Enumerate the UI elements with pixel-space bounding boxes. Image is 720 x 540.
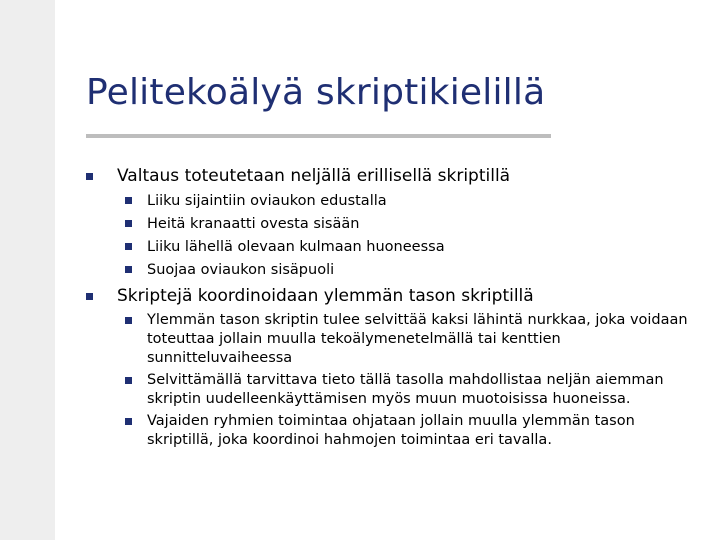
bullet-text: Valtaus toteutetaan neljällä erillisellä skriptillä xyxy=(117,166,511,186)
sub-bullet-text: Heitä kranaatti ovesta sisään xyxy=(147,216,360,232)
title-underline-rule xyxy=(86,134,551,138)
square-bullet-icon xyxy=(125,197,132,204)
square-bullet-icon xyxy=(125,317,132,324)
sub-bullet-text: Liiku lähellä olevaan kulmaan huoneessa xyxy=(147,239,445,255)
sub-bullet-text: Selvittämällä tarvittava tieto tällä tasolla mahdollistaa neljän aiemman skriptin uudelleenkäyttämisen myös muun muotoisissa huoneissa. xyxy=(147,372,664,407)
sub-bullet-item xyxy=(117,214,692,234)
sub-bullet-text: Ylemmän tason skriptin tulee selvittää kaksi lähintä nurkkaa, joka voidaan toteuttaa jollain muulla tekoälymenetelmällä tai kenttien sunnitteluvaiheessa xyxy=(147,312,688,366)
square-bullet-icon xyxy=(125,418,132,425)
square-bullet-icon xyxy=(86,173,93,180)
bullet-list xyxy=(86,164,696,454)
slide-title: Pelitekoälyä skriptikielillä xyxy=(86,72,546,113)
square-bullet-icon xyxy=(125,377,132,384)
bullet-item-1 xyxy=(86,164,696,188)
sub-bullet-text: Liiku sijaintiin oviaukon edustalla xyxy=(147,193,387,209)
square-bullet-icon xyxy=(86,293,93,300)
sub-bullet-item xyxy=(117,191,692,211)
sub-bullet-item xyxy=(117,412,692,450)
bullet-item-2 xyxy=(86,284,696,308)
square-bullet-icon xyxy=(125,243,132,250)
sub-bullet-item xyxy=(117,371,692,409)
sub-bullet-item xyxy=(117,237,692,257)
left-decorative-band xyxy=(0,0,55,540)
sub-bullet-item xyxy=(117,311,692,368)
square-bullet-icon xyxy=(125,266,132,273)
sub-bullet-list-1 xyxy=(86,191,696,280)
sub-bullet-item xyxy=(117,260,692,280)
bullet-text: Skriptejä koordinoidaan ylemmän tason skriptillä xyxy=(117,286,534,306)
sub-bullet-text: Suojaa oviaukon sisäpuoli xyxy=(147,262,335,278)
sub-bullet-text: Vajaiden ryhmien toimintaa ohjataan jollain muulla ylemmän tason skriptillä, joka koordinoi hahmojen toimintaa eri tavalla. xyxy=(147,413,635,448)
square-bullet-icon xyxy=(125,220,132,227)
sub-bullet-list-2 xyxy=(86,311,696,450)
